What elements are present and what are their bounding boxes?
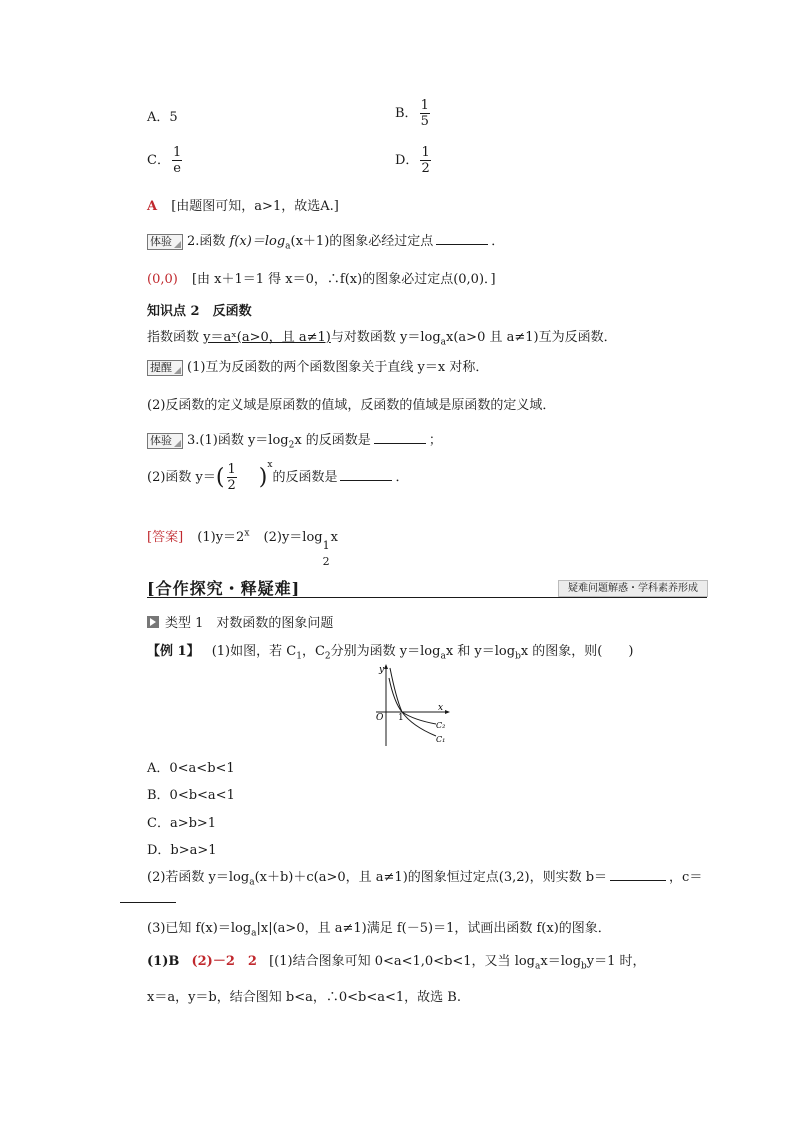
type-heading: 类型 1 对数函数的图象问题 bbox=[147, 612, 333, 631]
x-axis-arrow bbox=[445, 710, 450, 714]
answer-blank-3b bbox=[340, 469, 392, 481]
answer-key: A bbox=[147, 199, 158, 214]
origin-label: O bbox=[376, 713, 384, 723]
reminder-tag: 提醒 bbox=[147, 360, 183, 376]
practice-tag-3: 体验 bbox=[147, 433, 183, 449]
play-icon bbox=[147, 616, 159, 628]
solution-line2: x＝a，y＝b，结合图知 b<a，∴0<b<a<1，故选 B. bbox=[147, 990, 461, 1005]
solution-line1: (1)B (2)－2 2 [(1)结合图象可知 0<a<1,0<b<1，又当 $\log_ax=\log_by=1$ 时， bbox=[147, 954, 646, 972]
answer-blank-b bbox=[610, 869, 666, 881]
log-graph bbox=[372, 662, 452, 748]
practice-3-line1: 体验 3.(1)函数 $y=\log_2x$ 的反函数是 ； bbox=[147, 429, 442, 451]
practice-tag: 体验 bbox=[147, 234, 183, 250]
c1-label: C₁ bbox=[436, 735, 446, 744]
option-c: C． $\frac{1}{e}$ bbox=[147, 145, 182, 176]
practice-3-line2: (2)函数 y＝( $\frac{1}{2}$ )$^x$的反函数是 ． bbox=[147, 460, 409, 493]
curve-c1 bbox=[390, 668, 436, 736]
definition-line: 指数函数 y＝aˣ(a>0，且 a≠1)与对数函数 $y=\log_ax(a>0$ 且 a≠1)互为反函数． bbox=[147, 330, 617, 348]
choice-a: A．0<a<b<1 bbox=[147, 761, 235, 776]
y-axis-arrow bbox=[384, 664, 388, 669]
reminder-2: (2)反函数的定义域是原函数的值域，反函数的值域是原函数的定义域． bbox=[147, 398, 556, 413]
reminder-1: 提醒 (1)互为反函数的两个函数图象关于直线 y＝x 对称． bbox=[147, 356, 488, 376]
answer-blank bbox=[436, 233, 488, 245]
solution-answer-2: (2)－2 2 bbox=[191, 954, 257, 969]
curve-c2 bbox=[389, 678, 436, 724]
practice-2: 体验 2.函数 $f(x)=\log_a(x+1)$的图象必经过定点 ． bbox=[147, 230, 504, 252]
section-title: [合作探究・释疑难] bbox=[147, 579, 301, 598]
section-divider bbox=[147, 597, 707, 598]
option-d: D． $\frac{1}{2}$ bbox=[395, 145, 430, 176]
example-1-q2: (2)若函数 $y=\log_a(x+b)+c(a>0$，且 a≠1)的图象恒过定点(3,2)，则实数 b＝ ，c＝ bbox=[147, 870, 703, 888]
c2-label: C₂ bbox=[436, 721, 446, 730]
option-b: B． $\frac{1}{5}$ bbox=[395, 98, 429, 129]
option-a: A．5 bbox=[147, 110, 178, 125]
choice-d: D．b>a>1 bbox=[147, 843, 217, 858]
one-label: 1 bbox=[398, 713, 404, 723]
answer-blank-c bbox=[120, 890, 176, 903]
y-label: y bbox=[379, 665, 385, 675]
example-1-q3: (3)已知 $f(x)=\log_a|x|(a>0$，且 a≠1)满足 f(－5)＝1，试画出函数 f(x)的图象． bbox=[147, 921, 611, 939]
section-badge: 疑难问题解惑・学科素养形成 bbox=[558, 580, 708, 597]
example-1: 【例 1】 (1)如图，若 $C_1$，$C_2$分别为函数 $y=\log_ax$ 和 $y=\log_bx$ 的图象，则( ) bbox=[147, 644, 634, 662]
x-label: x bbox=[438, 703, 444, 713]
choice-b: B．0<b<a<1 bbox=[147, 788, 235, 803]
knowledge-heading: 知识点 2 反函数 bbox=[147, 304, 252, 319]
answer-2: (0,0) [由 x＋1＝1 得 x＝0，∴f(x)的图象必过定点(0,0)．] bbox=[147, 272, 496, 287]
answer-3: [答案] $(1)y=2^x$ (2)y＝log 1 2 x bbox=[147, 528, 338, 568]
choice-c: C．a>b>1 bbox=[147, 816, 217, 831]
answer-blank-3a bbox=[374, 432, 426, 444]
answer-q1: A [由题图可知，a>1，故选A.] bbox=[147, 199, 339, 214]
solution-answer-1: (1)B bbox=[147, 954, 180, 969]
